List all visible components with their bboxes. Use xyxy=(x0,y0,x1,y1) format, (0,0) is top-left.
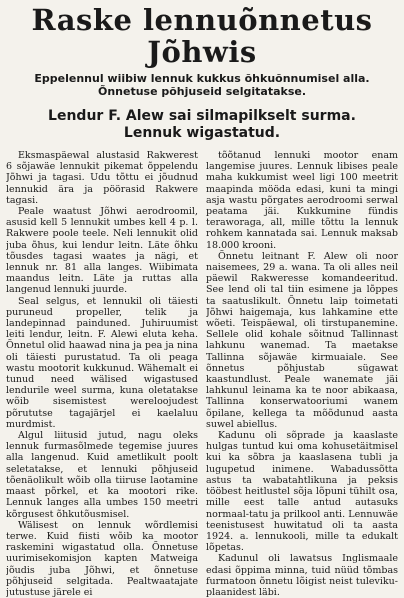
paragraph: Algul liitusid jutud, nagu oleks lennuk furmasõlmede tegemise juures alla langenud. Kuid ametlikult poolt seletatakse, et lennuki põhjuseid tõenäolikult wõib olla tiiruse laotamine maast põrkel, et ka mootori rike. Lennuk langes alla umbes 150 meetri kõrgusest õhkutõusmisel. xyxy=(6,430,198,520)
deck-line-2: Lennuk wigastatud. xyxy=(123,125,281,141)
paragraph: Wälisest on lennuk wõrdlemisi terwe. Kuid fiisti wõib ka mootor raskemini wigastatud olla. Õnnetuse uurimisekomisjon kapten Matweiga jõudis juba Jõhwi, et õnnetuse põhjuseid selgitada. Pealtwaatajate jutustuse järele ei xyxy=(6,519,198,598)
paragraph: Kadunul oli lawatsus Inglismaale edasi õppima minna, tuid nüüd tõmbas furmatoon õnnetu lõigist neist tuleviku-plaanidest läbi. xyxy=(206,553,398,598)
column-2 xyxy=(206,150,398,598)
column-1 xyxy=(6,150,198,598)
paragraph: Peale waatust Jõhwi aerodroomil, asusid kell 5 lennukit umbes kell 4 p. l. Rakwere poole teele. Neli lennukit olid juba õhus, kui lendur leitn. Läte õhku tõusdes tagasi waates ja nägi, et lennuk nr. 81 alla langes. Wiibimata maandus leitn. Läte ja ruttas alla langenud lennuki juurde. xyxy=(6,206,198,296)
paragraph: tõõtanud lennuki mootor enam langemise juures. Lennuk libises peale maha kukkumist weel ligi 100 meetrit maapinda mööda edasi, kuni ta mingi asja wastu põrgates aerodroomi serwal peatama jäi. Kukkumine fündis teraworaga, all, mille tõttu la lennuk rohkem kannatada sai. Lennuk maksab 18.000 krooni. xyxy=(206,150,398,251)
article-headline: Raske lennuõnnetus Jõhwis xyxy=(31,3,373,69)
paragraph: Kadunu oli sõprade ja kaaslaste hulgas tuntud kui oma kohusetäitmisel kui ka sõbra ja kaaslasena tubli ja lugupetud inimene. Wabadussõtta astus ta wabatahtlikuna ja peksis tööbest heitlustel sõja lõpuni tühilt osa, mille eest talle antud autasuks normaal-tatu ja prilkool anti. Lennuwäe teenistusest huwitatud oli ta aasta 1924. a. lennukooli, mille ta edukalt lõpetas. xyxy=(206,430,398,554)
paragraph: Eksmaspäewal alustasid Rakwerest 6 sõjawäe lennukit pikemat õppelendu Jõhwi ja tagasi. Udu tõttu ei jõudnud lennukid ära ja pöörasid Rakwere tagasi. xyxy=(6,150,198,206)
article-subhead: Eppelennul wiibiw lennuk kukkus õhkuõnnumisel alla. Õnnetuse põhjuseid selgitatakse. xyxy=(34,72,370,98)
article-body xyxy=(6,150,398,598)
paragraph: Õnnetu leitnant F. Alew oli noor naisemees, 29 a. wana. Ta oli alles neil päewil Rakweresse komandeeritud. See lend oli tal tiin esimene ja lõppes ta saatuslikult. Õnnetu laip toimetati Jõhwi haigemaja, kus lahkamine ette wõeti. Teispäewal, oli tirstupanemine. Sellele olid kohale sõitnud Tallinnast lahkunu wanemad. Ta maetakse Tallinna sõjawäe kirmuaiale. See õnnetus põhjustab sügawat kaastundlust. Peale wanemate jäi lahkunul leinama ka te noor abikaasa, Tallinna konserwatooriumi wanem õpilane, kellega ta mõõdunud aasta suwel abiellus. xyxy=(206,250,398,430)
deck-line-1: Lendur F. Alew sai silmapilkselt surma. xyxy=(48,108,356,124)
article-deck xyxy=(6,108,398,142)
paragraph: Seal selgus, et lennukil oli täiesti puruneud propeller, telik ja landepinnad painduned. Juhiruumist leiti lendur, leitn. F. Alewi eluta keha. Õnnetul olid haawad nina ja pea ja nina oli täiesti purustatud. Ta oli peaga wastu mootorit kukkunud. Wähemalt ei tunud need wälised wigastused lendurile weel surma, kuna oletatakse wõib sisemistest wereloojudest põrututse tagajärjel ei kaelaluu murdmist. xyxy=(6,295,198,430)
